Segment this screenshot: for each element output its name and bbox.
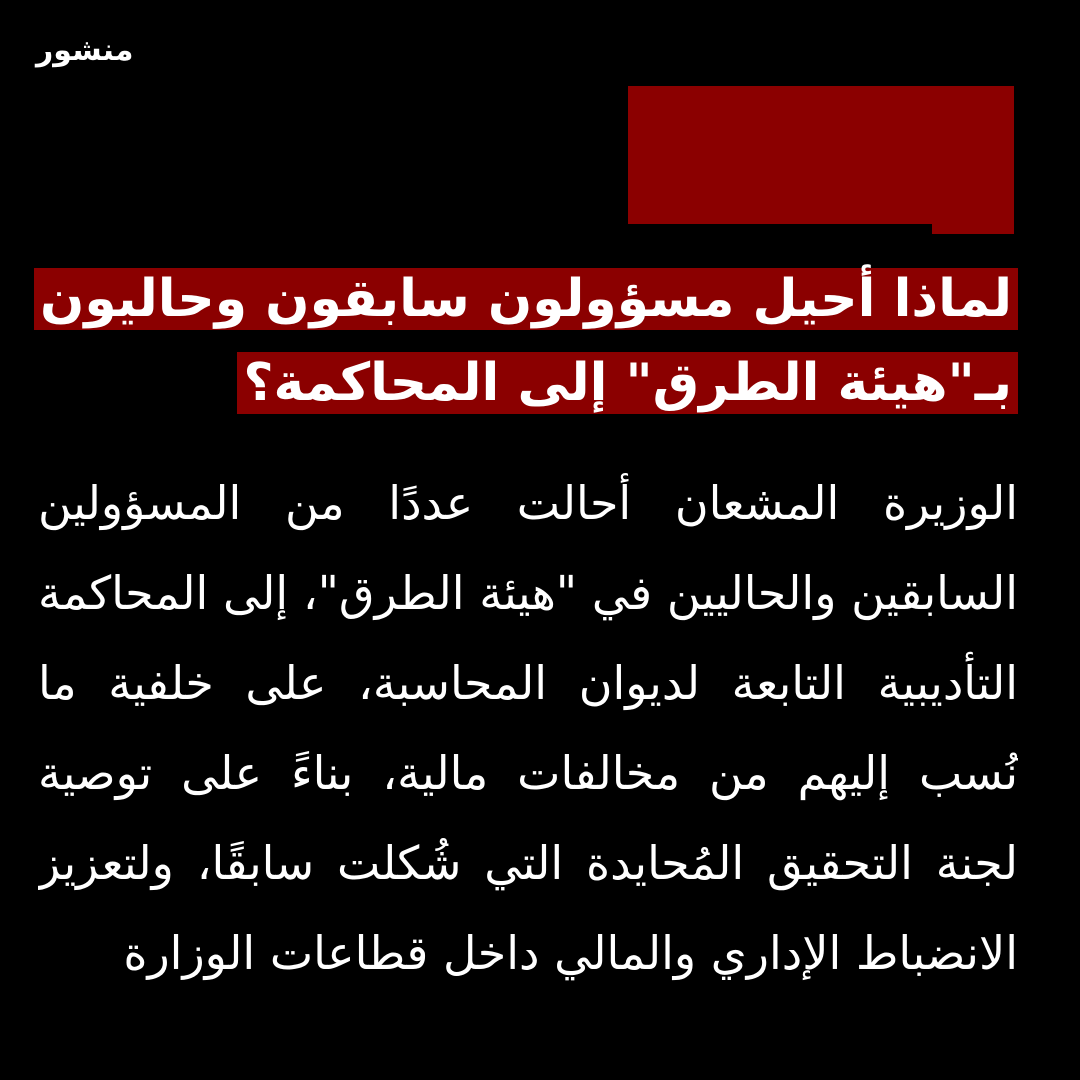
body-line-5: لجنة التحقيق المُحايدة التي شُكلت سابقًا، ولتعزيز [38,836,1018,890]
article-body [38,458,1018,998]
headline-line-2: بـ"هيئة الطرق" إلى المحاكمة؟ [237,352,1018,414]
body-line-3: التأديبية التابعة لديوان المحاسبة، على خلفية ما [38,656,1018,710]
brand-logo: منشور [36,33,134,68]
headline-line-1: لماذا أحيل مسؤولون سابقون وحاليون [34,268,1018,330]
body-line-6: الانضباط الإداري والمالي داخل قطاعات الوزارة [123,926,1018,980]
body-line-4: نُسب إليهم من مخالفات مالية، بناءً على توصية [38,746,1018,800]
decorative-notch [628,224,932,236]
body-line-2: السابقين والحاليين في "هيئة الطرق"، إلى المحاكمة [38,566,1018,620]
body-line-1: الوزيرة المشعان أحالت عددًا من المسؤولين [38,476,1018,530]
headline [40,268,1018,436]
decorative-red-block [628,86,1014,234]
